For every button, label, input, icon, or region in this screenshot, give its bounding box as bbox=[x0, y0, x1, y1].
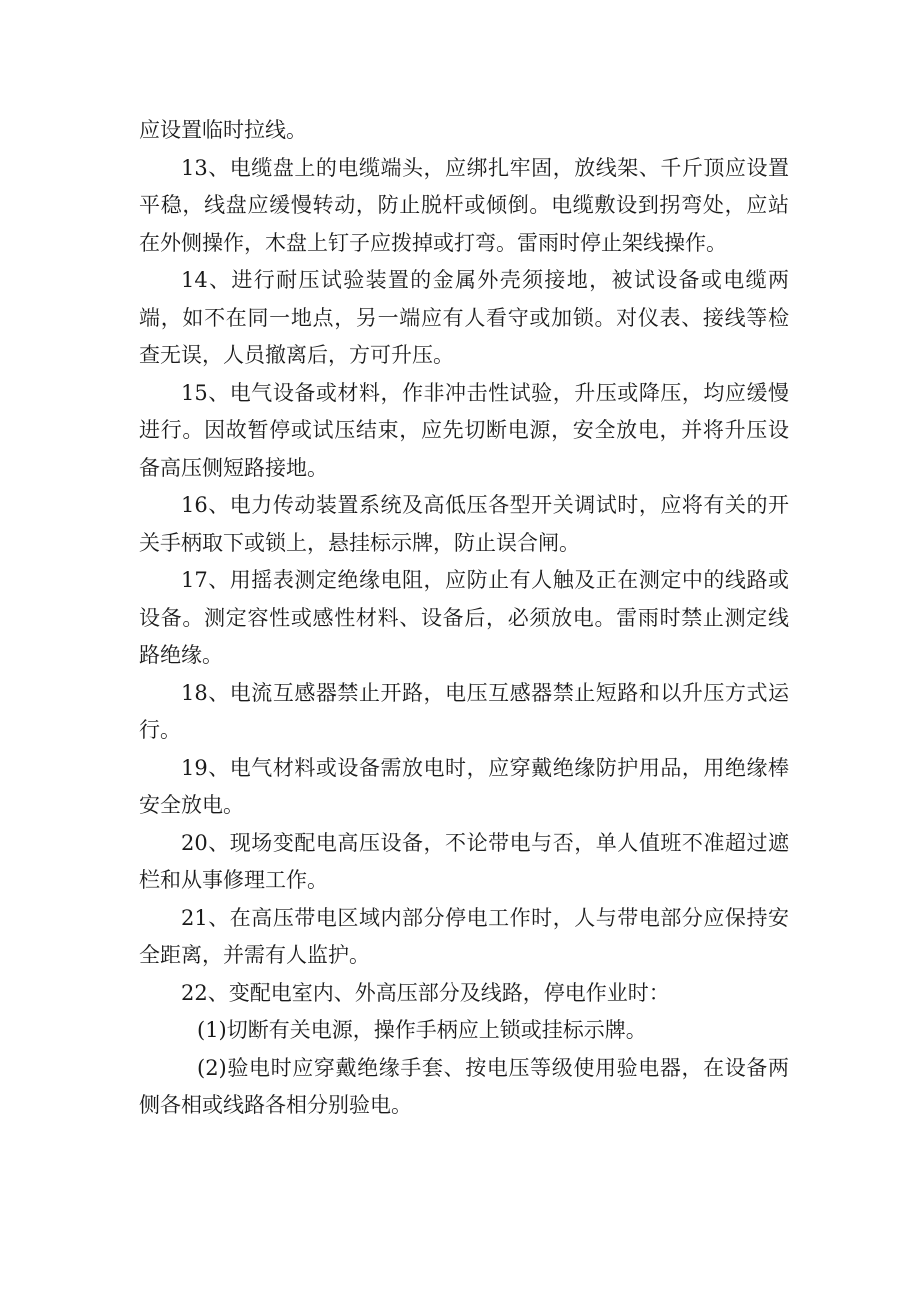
paragraph-item-13: 13、电缆盘上的电缆端头，应绑扎牢固，放线架、千斤顶应设置平稳，线盘应缓慢转动，防止脱杆或倾倒。电缆敷设到拐弯处，应站在外侧操作，木盘上钉子应拨掉或打弯。雷雨时停止架线操作。 bbox=[139, 155, 789, 255]
paragraph-item-14: 14、进行耐压试验装置的金属外壳须接地，被试设备或电缆两端，如不在同一地点，另一端应有人看守或加锁。对仪表、接线等检查无误，人员撤离后，方可升压。 bbox=[139, 268, 789, 367]
paragraph-item-15: 15、电气设备或材料，作非冲击性试验，升压或降压，均应缓慢进行。因故暂停或试压结束，应先切断电源，安全放电，并将升压设备高压侧短路接地。 bbox=[139, 380, 789, 480]
sub-item-2: (2)验电时应穿戴绝缘手套、按电压等级使用验电器，在设备两侧各相或线路各相分别验电。 bbox=[139, 1055, 789, 1117]
paragraph-item-21: 21、在高压带电区域内部分停电工作时，人与带电部分应保持安全距离，并需有人监护。 bbox=[139, 905, 789, 967]
paragraph-item-22: 22、变配电室内、外高压部分及线路，停电作业时： bbox=[181, 980, 670, 1005]
sub-item-1: (1)切断有关电源，操作手柄应上锁或挂标示牌。 bbox=[197, 1018, 647, 1042]
paragraph-continuation: 应设置临时拉线。 bbox=[139, 118, 307, 142]
paragraph-item-17: 17、用摇表测定绝缘电阻，应防止有人触及正在测定中的线路或设备。测定容性或感性材料、设备后，必须放电。雷雨时禁止测定线路绝缘。 bbox=[139, 568, 789, 667]
paragraph-item-16: 16、电力传动装置系统及高低压各型开关调试时，应将有关的开关手柄取下或锁上，悬挂标示牌，防止误合闸。 bbox=[139, 493, 789, 555]
paragraph-item-20: 20、现场变配电高压设备，不论带电与否，单人值班不准超过遮栏和从事修理工作。 bbox=[139, 830, 789, 892]
document-body bbox=[139, 112, 789, 1125]
paragraph-item-19: 19、电气材料或设备需放电时，应穿戴绝缘防护用品，用绝缘棒安全放电。 bbox=[139, 755, 789, 817]
paragraph-item-18: 18、电流互感器禁止开路，电压互感器禁止短路和以升压方式运行。 bbox=[139, 680, 789, 742]
